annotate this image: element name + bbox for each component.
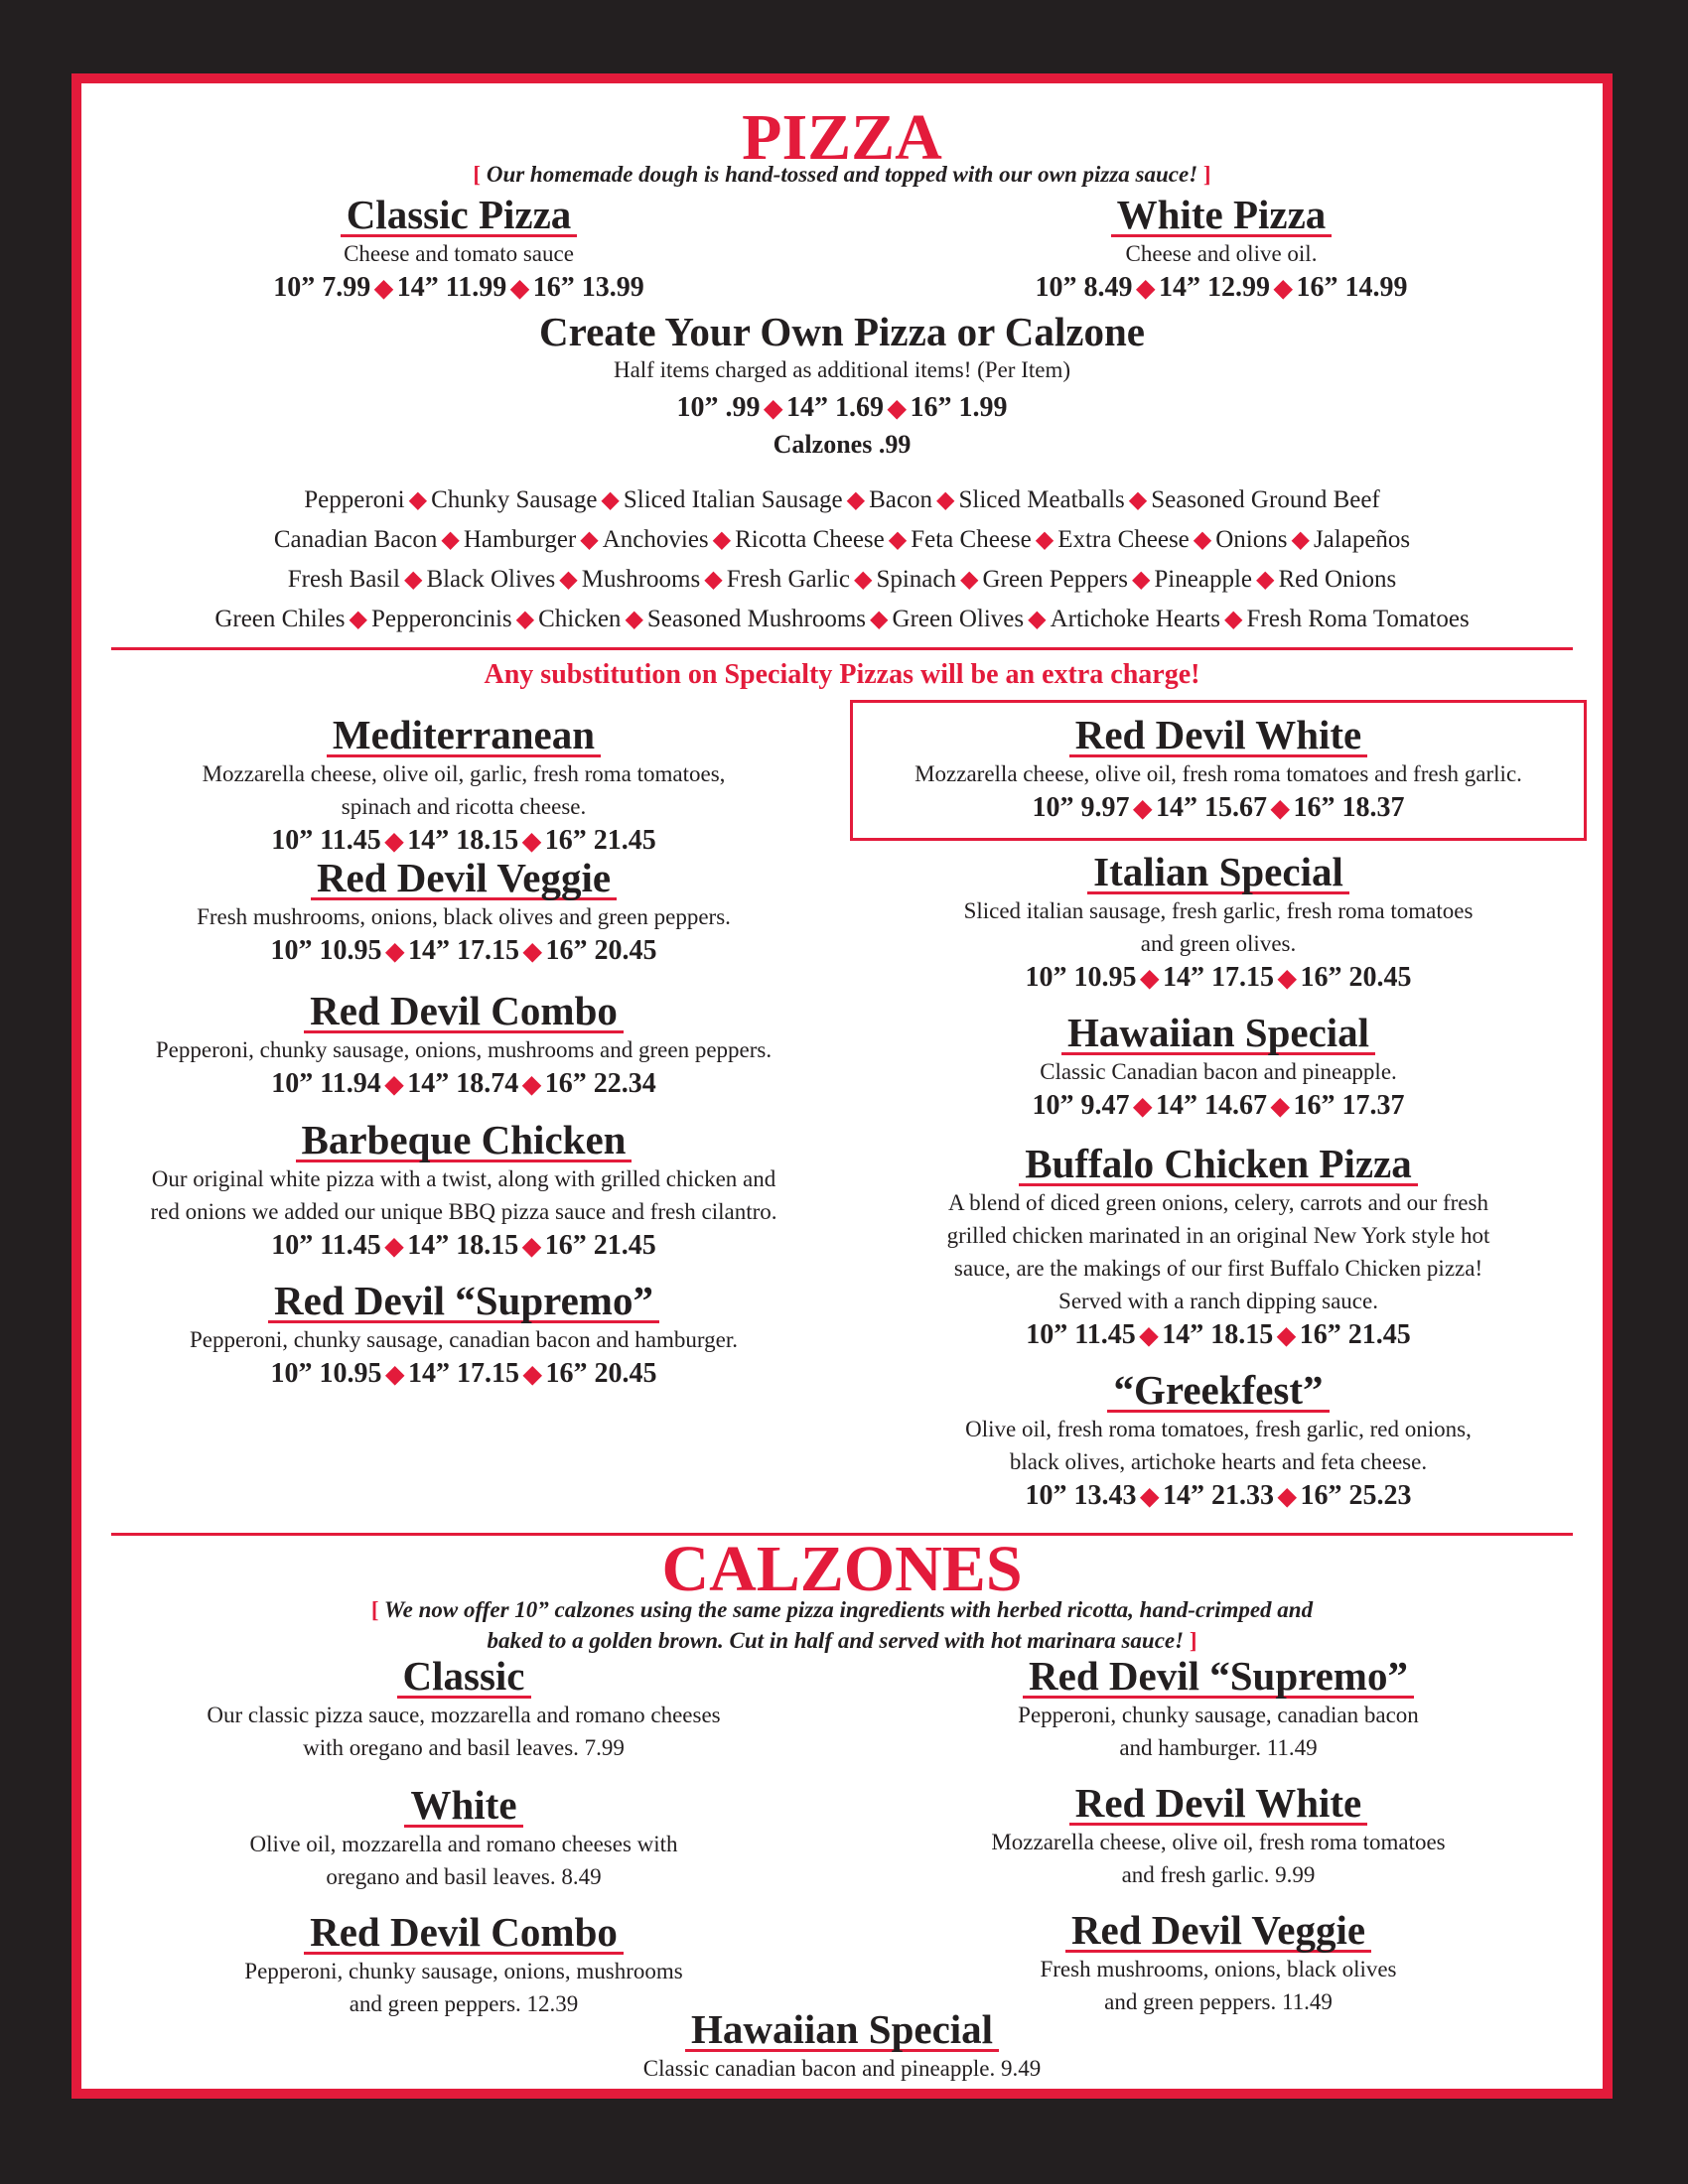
calzone-desc: Mozzarella cheese, olive oil, fresh roma tomatoes <box>991 1830 1446 1854</box>
calzone-item <box>81 1654 846 1764</box>
diamond-icon: ◆ <box>1133 796 1152 822</box>
price-16: 16” 20.45 <box>1300 962 1412 993</box>
diamond-icon: ◆ <box>441 527 460 553</box>
topping-item: Seasoned Mushrooms <box>646 606 867 632</box>
price-16: 16” 13.99 <box>532 272 644 303</box>
price-14: 14” 21.33 <box>1163 1480 1274 1511</box>
specialty-desc: Classic Canadian bacon and pineapple. <box>1040 1059 1397 1084</box>
create-your-own <box>81 310 1603 463</box>
diamond-icon: ◆ <box>870 607 889 632</box>
price-14: 14” 18.15 <box>1162 1319 1274 1350</box>
topping-item: Fresh Roma Tomatoes <box>1246 606 1470 632</box>
diamond-icon: ◆ <box>349 607 367 632</box>
topping-item: Pepperoni <box>304 486 405 513</box>
calzone-title: Red Devil Veggie <box>1065 1910 1371 1953</box>
diamond-icon: ◆ <box>515 607 535 632</box>
calzone-item <box>81 1910 846 2020</box>
price-10: 10” 10.95 <box>270 935 382 966</box>
specialty-pizza <box>81 856 846 970</box>
calzones-heading: CALZONES <box>661 1533 1023 1605</box>
diamond-icon: ◆ <box>580 527 599 553</box>
topping-item: Sliced Meatballs <box>958 486 1125 513</box>
price-16: 16” 21.45 <box>1299 1319 1411 1350</box>
pizza-intro-text: Our homemade dough is hand-tossed and topped with our own pizza sauce! <box>486 162 1198 187</box>
calzone-desc: oregano and basil leaves. 8.49 <box>326 1864 602 1889</box>
classic-pizza <box>121 193 796 307</box>
specialty-pizza <box>81 1279 846 1393</box>
specialty-title: Italian Special <box>1087 852 1349 894</box>
calzone-title: Hawaiian Special <box>685 2009 999 2052</box>
substitution-notice: Any substitution on Specialty Pizzas will be an extra charge! <box>484 659 1200 690</box>
calzone-item <box>846 1654 1591 1764</box>
diamond-icon: ◆ <box>888 396 907 422</box>
topping-item: Chunky Sausage <box>431 486 598 513</box>
diamond-icon: ◆ <box>1277 1323 1296 1349</box>
toppings-row <box>81 600 1603 639</box>
diamond-icon: ◆ <box>385 939 404 965</box>
specialty-desc: grilled chicken marinated in an original New York style hot <box>946 1223 1490 1248</box>
specialty-desc: black olives, artichoke hearts and feta cheese. <box>1009 1449 1428 1474</box>
price-10: 10” 10.95 <box>1025 962 1137 993</box>
calzone-title: Red Devil Combo <box>304 1912 624 1955</box>
white-pizza <box>884 193 1559 307</box>
specialty-title: Red Devil Combo <box>304 991 624 1033</box>
diamond-icon: ◆ <box>384 829 404 855</box>
diamond-icon: ◆ <box>1139 1323 1159 1349</box>
price-10: 10” 11.45 <box>271 1230 381 1261</box>
topping-item: Red Onions <box>1278 566 1397 593</box>
create-your-own-title: Create Your Own Pizza or Calzone <box>539 309 1145 354</box>
diamond-icon: ◆ <box>1278 1484 1297 1510</box>
price-16: 16” 18.37 <box>1293 792 1405 823</box>
price-14: 14” 18.15 <box>407 825 519 856</box>
diamond-icon: ◆ <box>1256 567 1275 593</box>
diamond-icon: ◆ <box>625 607 643 632</box>
diamond-icon: ◆ <box>522 829 541 855</box>
topping-item: Green Olives <box>892 606 1025 632</box>
price-row <box>846 1478 1591 1515</box>
specialty-title: Barbeque Chicken <box>296 1120 633 1162</box>
price-14: 14” 17.15 <box>1163 962 1274 993</box>
topping-item: Artichoke Hearts <box>1050 606 1221 632</box>
diamond-icon: ◆ <box>1271 796 1290 822</box>
diamond-icon: ◆ <box>1128 487 1148 513</box>
price-10: 10” .99 <box>676 392 761 423</box>
diamond-icon: ◆ <box>384 1234 404 1260</box>
diamond-icon: ◆ <box>522 1072 541 1098</box>
price-14: 14” 18.74 <box>407 1068 519 1099</box>
toppings-row <box>81 480 1603 520</box>
calzones-intro-line1: We now offer 10” calzones using the same pizza ingredients with herbed ricotta, hand-crimped and <box>383 1597 1314 1622</box>
specialty-desc: Fresh mushrooms, onions, black olives and green peppers. <box>197 904 731 929</box>
diamond-icon: ◆ <box>601 487 620 513</box>
diamond-icon: ◆ <box>523 1362 542 1388</box>
price-14: 14” 11.99 <box>396 272 507 303</box>
diamond-icon: ◆ <box>1140 1484 1159 1510</box>
price-row <box>81 1228 846 1265</box>
specialty-desc: A blend of diced green onions, celery, carrots and our fresh <box>948 1190 1488 1215</box>
price-16: 16” 20.45 <box>545 935 657 966</box>
topping-item: Seasoned Ground Beef <box>1151 486 1380 513</box>
diamond-icon: ◆ <box>1193 527 1212 553</box>
classic-pizza-desc: Cheese and tomato sauce <box>344 241 574 266</box>
calzone-desc: and green peppers. 12.39 <box>349 1991 579 2016</box>
diamond-icon: ◆ <box>510 276 529 302</box>
price-row <box>846 790 1591 827</box>
price-10: 10” 7.99 <box>273 272 371 303</box>
classic-pizza-prices <box>121 270 796 307</box>
create-your-own-desc: Half items charged as additional items! (Per Item) <box>613 357 1071 382</box>
diamond-icon: ◆ <box>384 1072 404 1098</box>
price-row <box>846 1088 1591 1125</box>
calzone-item <box>846 1908 1591 2018</box>
specialty-desc: Olive oil, fresh roma tomatoes, fresh garlic, red onions, <box>965 1417 1472 1441</box>
diamond-icon: ◆ <box>374 276 393 302</box>
specialty-title: Hawaiian Special <box>1061 1013 1375 1055</box>
diamond-icon: ◆ <box>704 567 723 593</box>
specialty-desc: and green olives. <box>1140 931 1297 956</box>
topping-item: Pepperoncinis <box>371 606 512 632</box>
topping-item: Pineapple <box>1154 566 1252 593</box>
topping-item: Canadian Bacon <box>273 526 438 553</box>
topping-item: Black Olives <box>426 566 556 593</box>
specialty-desc: Sliced italian sausage, fresh garlic, fresh roma tomatoes <box>963 898 1474 923</box>
specialty-title: “Greekfest” <box>1107 1370 1329 1413</box>
price-14: 14” 15.67 <box>1156 792 1267 823</box>
specialty-pizza <box>81 1118 846 1265</box>
topping-item: Jalapeños <box>1313 526 1411 553</box>
price-16: 16” 25.23 <box>1300 1480 1412 1511</box>
diamond-icon: ◆ <box>1035 527 1055 553</box>
topping-item: Anchovies <box>602 526 709 553</box>
price-16: 16” 20.45 <box>545 1358 657 1389</box>
diamond-icon: ◆ <box>888 527 908 553</box>
toppings-row <box>81 560 1603 600</box>
topping-item: Fresh Basil <box>287 566 400 593</box>
topping-item: Mushrooms <box>581 566 701 593</box>
toppings-list <box>81 480 1603 639</box>
price-14: 14” 1.69 <box>786 392 884 423</box>
price-16: 16” 1.99 <box>910 392 1008 423</box>
divider <box>111 647 1573 650</box>
specialty-desc: red onions we added our unique BBQ pizza sauce and fresh cilantro. <box>150 1199 777 1224</box>
white-pizza-desc: Cheese and olive oil. <box>1125 241 1318 266</box>
topping-item: Sliced Italian Sausage <box>623 486 843 513</box>
specialty-desc: Served with a ranch dipping sauce. <box>1058 1289 1378 1313</box>
calzones-topping-price: Calzones .99 <box>773 430 912 459</box>
price-row <box>846 1317 1591 1354</box>
price-16: 16” 14.99 <box>1296 272 1408 303</box>
price-10: 10” 9.47 <box>1032 1090 1130 1121</box>
diamond-icon: ◆ <box>853 567 873 593</box>
price-16: 16” 21.45 <box>544 825 656 856</box>
specialty-title: Red Devil Veggie <box>311 858 617 900</box>
specialty-pizza <box>846 1011 1591 1125</box>
topping-item: Fresh Garlic <box>726 566 850 593</box>
price-10: 10” 9.97 <box>1032 792 1130 823</box>
price-10: 10” 8.49 <box>1035 272 1133 303</box>
price-row <box>81 933 846 970</box>
calzone-desc: and green peppers. 11.49 <box>1104 1989 1333 2014</box>
diamond-icon: ◆ <box>1274 276 1293 302</box>
calzone-title: White <box>404 1785 522 1828</box>
price-10: 10” 11.45 <box>1026 1319 1136 1350</box>
diamond-icon: ◆ <box>522 1234 541 1260</box>
specialty-pizza <box>846 713 1591 827</box>
specialty-title: Mediterranean <box>327 715 601 757</box>
price-14: 14” 17.15 <box>408 935 519 966</box>
topping-item: Spinach <box>876 566 956 593</box>
diamond-icon: ◆ <box>1028 607 1047 632</box>
specialty-desc: Mozzarella cheese, olive oil, fresh roma tomatoes and fresh garlic. <box>914 761 1522 786</box>
toppings-row <box>81 520 1603 560</box>
price-10: 10” 11.45 <box>271 825 381 856</box>
specialty-pizza <box>81 989 846 1103</box>
specialty-title: Red Devil “Supremo” <box>268 1281 659 1323</box>
calzone-desc: Classic canadian bacon and pineapple. 9.49 <box>642 2056 1042 2081</box>
specialty-pizza <box>846 850 1591 997</box>
price-row <box>81 1356 846 1393</box>
price-16: 16” 21.45 <box>544 1230 656 1261</box>
diamond-icon: ◆ <box>1131 567 1151 593</box>
specialty-desc: Our original white pizza with a twist, along with grilled chicken and <box>151 1166 776 1191</box>
specialty-desc: sauce, are the makings of our first Buffalo Chicken pizza! <box>953 1256 1483 1281</box>
price-14: 14” 17.15 <box>408 1358 519 1389</box>
specialty-pizza <box>81 713 846 860</box>
diamond-icon: ◆ <box>1140 966 1159 992</box>
diamond-icon: ◆ <box>559 567 578 593</box>
price-16: 16” 22.34 <box>544 1068 656 1099</box>
price-14: 14” 12.99 <box>1159 272 1270 303</box>
calzone-desc: Pepperoni, chunky sausage, canadian bacon <box>1018 1703 1419 1727</box>
price-row <box>81 1066 846 1103</box>
white-pizza-title: White Pizza <box>1111 195 1333 237</box>
calzone-desc: Pepperoni, chunky sausage, onions, mushrooms <box>244 1959 683 1983</box>
diamond-icon: ◆ <box>1291 527 1310 553</box>
diamond-icon: ◆ <box>1136 276 1155 302</box>
diamond-icon: ◆ <box>1224 607 1243 632</box>
calzone-desc: and hamburger. 11.49 <box>1119 1735 1318 1760</box>
diamond-icon: ◆ <box>403 567 423 593</box>
specialty-desc: Pepperoni, chunky sausage, canadian bacon and hamburger. <box>189 1327 739 1352</box>
price-10: 10” 11.94 <box>271 1068 381 1099</box>
topping-item: Green Chiles <box>214 606 346 632</box>
topping-item: Extra Cheese <box>1057 526 1190 553</box>
calzone-title: Red Devil White <box>1069 1783 1368 1826</box>
diamond-icon: ◆ <box>764 396 782 422</box>
diamond-icon: ◆ <box>959 567 979 593</box>
menu-page <box>71 73 1613 2099</box>
price-row <box>846 960 1591 997</box>
diamond-icon: ◆ <box>712 527 732 553</box>
calzone-title: Red Devil “Supremo” <box>1023 1656 1414 1699</box>
price-10: 10” 13.43 <box>1025 1480 1137 1511</box>
calzone-item <box>81 1783 846 1893</box>
topping-item: Green Peppers <box>982 566 1128 593</box>
specialty-desc: Mozzarella cheese, olive oil, garlic, fresh roma tomatoes, <box>202 761 726 786</box>
white-pizza-prices <box>884 270 1559 307</box>
topping-item: Bacon <box>869 486 932 513</box>
diamond-icon: ◆ <box>936 487 955 513</box>
specialty-desc: spinach and ricotta cheese. <box>341 794 587 819</box>
pizza-intro: [ Our homemade dough is hand-tossed and topped with our own pizza sauce! ] <box>473 162 1211 187</box>
calzone-desc: with oregano and basil leaves. 7.99 <box>303 1735 625 1760</box>
create-your-own-prices <box>81 390 1603 427</box>
calzone-desc: Our classic pizza sauce, mozzarella and romano cheeses <box>207 1703 721 1727</box>
diamond-icon: ◆ <box>1278 966 1297 992</box>
diamond-icon: ◆ <box>523 939 542 965</box>
price-14: 14” 14.67 <box>1156 1090 1267 1121</box>
topping-item: Onions <box>1215 526 1288 553</box>
diamond-icon: ◆ <box>408 487 428 513</box>
classic-pizza-title: Classic Pizza <box>341 195 578 237</box>
topping-item: Hamburger <box>463 526 577 553</box>
calzone-desc: Olive oil, mozzarella and romano cheeses with <box>249 1832 678 1856</box>
calzone-desc: Fresh mushrooms, onions, black olives <box>1040 1957 1397 1981</box>
specialty-pizza <box>846 1368 1591 1515</box>
specialty-title: Red Devil White <box>1069 715 1368 757</box>
topping-item: Ricotta Cheese <box>735 526 885 553</box>
pizza-heading: PIZZA <box>742 101 942 174</box>
calzone-item <box>846 1781 1591 1891</box>
specialty-pizza <box>846 1142 1591 1354</box>
price-10: 10” 10.95 <box>270 1358 382 1389</box>
specialty-title: Buffalo Chicken Pizza <box>1019 1144 1417 1186</box>
diamond-icon: ◆ <box>1133 1094 1152 1120</box>
diamond-icon: ◆ <box>846 487 866 513</box>
topping-item: Chicken <box>538 606 622 632</box>
diamond-icon: ◆ <box>1271 1094 1290 1120</box>
calzone-title: Classic <box>397 1656 531 1699</box>
price-14: 14” 18.15 <box>407 1230 519 1261</box>
diamond-icon: ◆ <box>385 1362 404 1388</box>
price-16: 16” 17.37 <box>1293 1090 1405 1121</box>
calzones-intro: [ We now offer 10” calzones using the same pizza ingredients with herbed ricotta, hand-crimped and baked to a golden brown. Cut in half and served with hot marinara sauce! ] <box>370 1597 1314 1653</box>
specialty-desc: Pepperoni, chunky sausage, onions, mushrooms and green peppers. <box>155 1037 773 1062</box>
calzones-intro-line2: baked to a golden brown. Cut in half and served with hot marinara sauce! <box>487 1628 1185 1653</box>
topping-item: Feta Cheese <box>911 526 1032 553</box>
calzone-item <box>81 2007 1603 2085</box>
calzone-desc: and fresh garlic. 9.99 <box>1121 1862 1316 1887</box>
